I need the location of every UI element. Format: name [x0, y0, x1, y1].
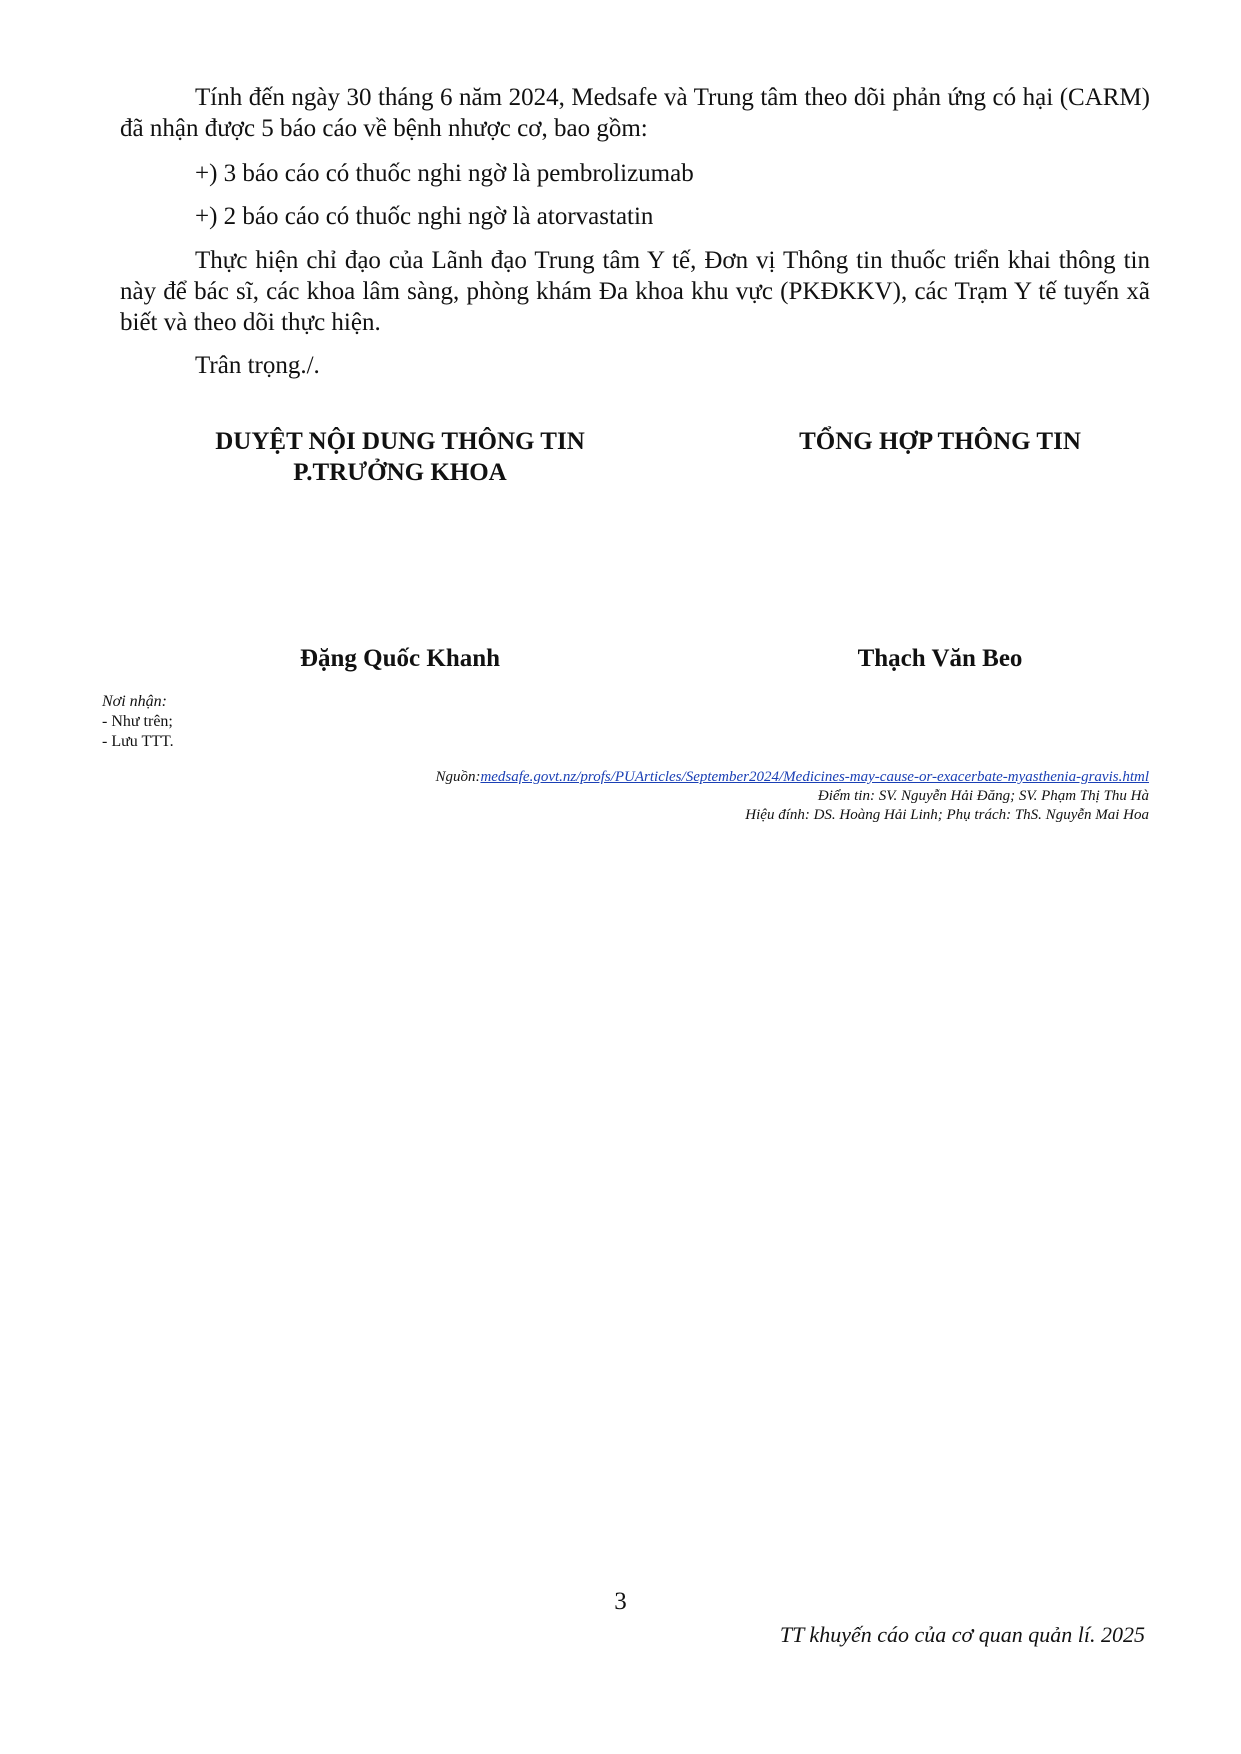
recipient-item: - Như trên; — [102, 713, 173, 730]
source-link[interactable]: medsafe.govt.nz/profs/PUArticles/September2024/Medicines-may-cause-or-exacerbate-myasthenia-gravis.html — [480, 769, 1149, 785]
recipients-block — [102, 692, 174, 752]
bullet-atorvastatin: +) 2 báo cáo có thuốc nghi ngờ là atorvastatin — [195, 203, 654, 230]
source-line — [435, 768, 1149, 787]
intro-paragraph: Tính đến ngày 30 tháng 6 năm 2024, Medsafe và Trung tâm theo dõi phản ứng có hại (CARM) đã nhận được 5 báo cáo về bệnh nhược cơ, bao gồm: — [120, 84, 1150, 142]
left-signer-name: Đặng Quốc Khanh — [299, 645, 501, 672]
instruction-paragraph: Thực hiện chỉ đạo của Lãnh đạo Trung tâm Y tế, Đơn vị Thông tin thuốc triển khai thông tin này để bác sĩ, các khoa lâm sàng, phòng khám Đa khoa khu vực (PKĐKKV), các Trạm Y tế tuyến xã biết và theo dõi thực hiện. — [120, 247, 1150, 336]
right-signer-name: Thạch Văn Beo — [857, 645, 1023, 672]
source-editors: Hiệu đính: DS. Hoàng Hải Linh; Phụ trách: ThS. Nguyễn Mai Hoa — [745, 807, 1149, 823]
footer-text: TT khuyến cáo của cơ quan quản lí. 2025 — [779, 1622, 1145, 1647]
source-block — [435, 768, 1149, 825]
source-prefix: Nguồn: — [435, 769, 481, 785]
closing-line: Trân trọng./. — [195, 352, 320, 379]
left-signature-title: DUYỆT NỘI DUNG THÔNG TIN — [215, 428, 585, 455]
recipients-label: Nơi nhận: — [102, 693, 167, 710]
recipient-item: - Lưu TTT. — [102, 733, 174, 750]
bullet-pembrolizumab: +) 3 báo cáo có thuốc nghi ngờ là pembrolizumab — [195, 160, 694, 187]
source-authors: Điểm tin: SV. Nguyễn Hải Đăng; SV. Phạm Thị Thu Hà — [817, 788, 1149, 804]
right-signature-title: TỔNG HỢP THÔNG TIN — [799, 428, 1081, 455]
page-number: 3 — [614, 1588, 627, 1615]
left-signature-subtitle: P.TRƯỞNG KHOA — [293, 459, 507, 486]
